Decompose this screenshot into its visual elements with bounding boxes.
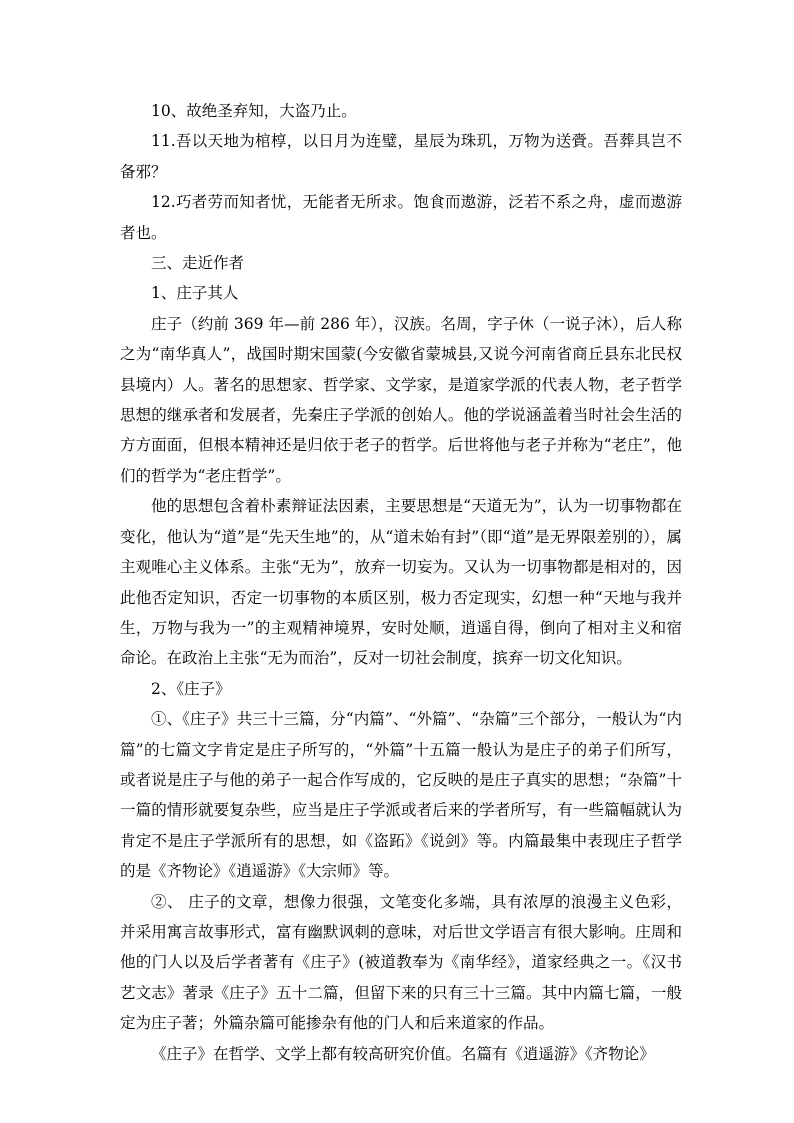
biography-paragraph: 庄子（约前 369 年—前 286 年），汉族。名周，字子休（一说子沐），后人称之为“南华真人”，战国时期宋国蒙(今安徽省蒙城县,又说今河南省商丘县东北民权县境内）人。著名的思想家、哲学家、文学家，是道家学派的代表人物，老子哲学思想的继承者和发展者，先秦庄子学派的创始人。他的学说涵盖着当时社会生活的方方面面，但根本精神还是归依于老子的哲学。后世将他与老子并称为“老庄”，他们的哲学为“老庄哲学”。	[120, 314, 682, 485]
quote-item-10: 10、故绝圣弃知，大盗乃止。	[151, 102, 357, 120]
quote-item-11: 11.吾以天地为棺椁，以日月为连璧，星辰为珠玑，万物为送賫。吾葬具岂不备邪？	[120, 132, 682, 181]
book-value-paragraph: 《庄子》在哲学、文学上都有较高研究价值。名篇有《逍遥游》《齐物论》	[151, 1044, 655, 1063]
subheading-zhuangzi-book: 2、《庄子》	[151, 679, 231, 698]
thought-paragraph: 他的思想包含着朴素辩证法因素，主要思想是“天道无为”，认为一切事物都在变化，他认为“道”是“先天生地”的，从“道未始有封”（即“道”是无界限差别的），属主观唯心主义体系。主张“无为”，放弃一切妄为。又认为一切事物都是相对的，因此他否定知识，否定一切事物的本质区别，极力否定现实，幻想一种“天地与我并生，万物与我为一”的主观精神境界，安时处顺，逍遥自得，倒向了相对主义和宿命论。在政治上主张“无为而治”，反对一切社会制度，摈弃一切文化知识。	[120, 497, 682, 668]
book-style-paragraph: ②、 庄子的文章，想像力很强，文笔变化多端，具有浓厚的浪漫主义色彩，并采用寓言故事形式，富有幽默讽刺的意味，对后世文学语言有很大影响。庄周和他的门人以及后学者著有《庄子》(被道教奉为《南华经》，道家经典之一。《汉书艺文志》著录《庄子》五十二篇，但留下来的只有三十三篇。其中内篇七篇，一般定为庄子著；外篇杂篇可能掺杂有他的门人和后来道家的作品。	[120, 892, 682, 1033]
document-page	[120, 96, 682, 1069]
quote-item-12: 12.巧者劳而知者忧，无能者无所求。饱食而遨游，泛若不系之舟，虚而遨游者也。	[120, 193, 682, 242]
section-heading-author: 三、走近作者	[151, 254, 245, 273]
subheading-zhuangzi-person: 1、庄子其人	[151, 284, 239, 303]
book-structure-paragraph: ①、《庄子》共三十三篇，分“内篇”、“外篇”、“杂篇”三个部分，一般认为“内篇”的七篇文字肯定是庄子所写的，“外篇”十五篇一般认为是庄子的弟子们所写，或者说是庄子与他的弟子一起合作写成的，它反映的是庄子真实的思想；“杂篇”十一篇的情形就要复杂些，应当是庄子学派或者后来的学者所写，有一些篇幅就认为肯定不是庄子学派所有的思想，如《盗跖》《说剑》等。内篇最集中表现庄子哲学的是《齐物论》《逍遥游》《大宗师》等。	[120, 710, 682, 881]
